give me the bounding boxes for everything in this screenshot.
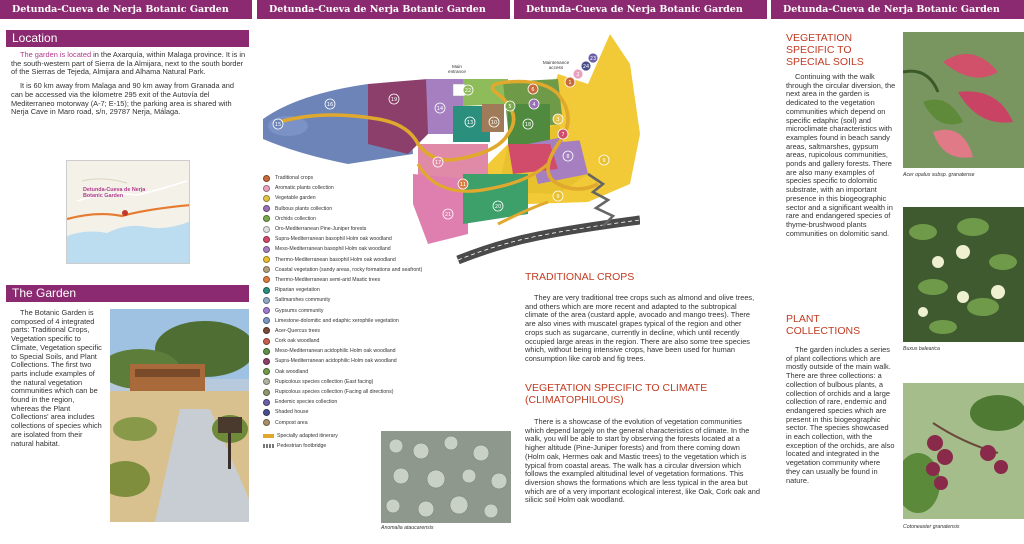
legend-swatch: [263, 317, 270, 324]
legend-item: [263, 336, 483, 346]
legend-label: Cork oak woodland: [275, 338, 320, 345]
panel-header-1: Detunda-Cueva de Nerja Botanic Garden: [0, 0, 252, 19]
legend-item: [263, 193, 483, 203]
legend-label: Meso-Mediterranean acidophilic Holm oak woodland: [275, 348, 396, 355]
svg-text:8: 8: [566, 154, 570, 160]
legend-item: [263, 224, 483, 234]
legend-label: Gypsums community: [275, 307, 324, 314]
legend-item: [263, 397, 483, 407]
location-map-label: Detunda-Cueva de Nerja Botanic Garden: [83, 187, 146, 199]
legend-item: [263, 326, 483, 336]
legend-label: Thermo-Mediterranean basophil Holm oak woodland: [275, 256, 396, 263]
svg-text:21: 21: [444, 212, 452, 218]
svg-text:14: 14: [436, 106, 444, 112]
legend-item: [263, 275, 483, 285]
collections-body: The garden includes a series of plant collections which are mostly outside of the main walk. There are three collections: a collection of bulbous plants, a collection of orchids and a large collection of rare, endemic and endangered species which are present in this biogeographic sector. The species showcased in each collection, with the exception of the orchids, are also located and integrated in the vegetation community where they can usually be found in nature.: [786, 345, 895, 485]
legend-label: Endemic species collection: [275, 399, 338, 406]
traditional-text: [525, 294, 760, 364]
svg-text:15: 15: [274, 122, 282, 128]
svg-text:1: 1: [568, 80, 572, 86]
svg-text:17: 17: [434, 160, 442, 166]
legend-swatch: [263, 226, 270, 233]
legend-label: Limestone-dolomitic and edaphic xerophile vegetation: [275, 317, 399, 324]
itinerary-label: Specially adapted itinerary: [277, 433, 338, 440]
garden-title: The Garden: [6, 285, 249, 302]
legend-label: Oro-Mediterranean Pine-Juniper forests: [275, 226, 367, 233]
legend-item: [263, 183, 483, 193]
location-map: [66, 160, 190, 264]
svg-text:20: 20: [494, 204, 502, 210]
climate-title: VEGETATION SPECIFIC TO CLIMATE (CLIMATOPHILOUS): [525, 382, 708, 406]
legend-label: Compost area: [275, 419, 308, 426]
location-lead: The garden is located: [20, 50, 92, 59]
legend-label: Oak woodland: [275, 368, 309, 375]
legend-swatch: [263, 378, 270, 385]
legend-label: Riparian vegetation: [275, 287, 320, 294]
legend-item: [263, 346, 483, 356]
garden-text: [11, 309, 103, 448]
legend-swatch: [263, 215, 270, 222]
buxus-caption: Buxus balearica: [903, 346, 940, 352]
legend-label: Aromatic plants collection: [275, 185, 334, 192]
acer-caption: Acer opalus subsp. granatense: [903, 172, 975, 178]
main-entrance-label: Main entrance: [448, 64, 466, 74]
legend-item: [263, 214, 483, 224]
traditional-title: TRADITIONAL CROPS: [525, 271, 635, 283]
legend-swatch: [263, 389, 270, 396]
svg-text:24: 24: [582, 64, 590, 70]
svg-text:16: 16: [326, 102, 334, 108]
climate-text: [525, 418, 760, 505]
legend-line-itinerary: [263, 431, 338, 441]
legend-swatch: [263, 256, 270, 263]
garden-photo: [110, 309, 249, 522]
svg-text:4: 4: [532, 102, 536, 108]
legend-item: [263, 387, 483, 397]
legend-item: [263, 316, 483, 326]
cotoneaster-photo-graphic: [903, 383, 1024, 519]
legend-item: [263, 244, 483, 254]
panel-header-2: Detunda-Cueva de Nerja Botanic Garden: [257, 0, 510, 19]
legend-line-footbridge: [263, 441, 326, 451]
legend-swatch: [263, 195, 270, 202]
legend-item: [263, 295, 483, 305]
soils-text: [786, 73, 896, 238]
svg-text:6: 6: [531, 87, 535, 93]
acer-photo: [903, 32, 1024, 168]
legend-item: [263, 265, 483, 275]
legend-swatch: [263, 338, 270, 345]
location-p1: in the Axarquía, within Malaga province. It is in the south-western part of Sierra de la Almijara, next to the south border of the Sierras de Tejeda, Almijara and Alhama Natural Park.: [11, 50, 246, 77]
legend-swatch: [263, 409, 270, 416]
svg-text:5: 5: [508, 104, 512, 110]
svg-text:22: 22: [464, 88, 472, 94]
legend-label: Orchids collection: [275, 215, 316, 222]
legend-item: [263, 285, 483, 295]
svg-text:11: 11: [459, 182, 467, 188]
legend-swatch: [263, 399, 270, 406]
legend-swatch: [263, 419, 270, 426]
legend-item: [263, 305, 483, 315]
footbridge-label: Pedestrian footbridge: [277, 443, 327, 450]
map-legend: [263, 173, 483, 428]
panel-header-4: Detunda-Cueva de Nerja Botanic Garden: [771, 0, 1024, 19]
legend-swatch: [263, 205, 270, 212]
legend-item: [263, 234, 483, 244]
legend-swatch: [263, 266, 270, 273]
footbridge-swatch: [263, 444, 274, 448]
anomalia-photo-graphic: [381, 431, 511, 523]
legend-swatch: [263, 348, 270, 355]
climate-body: There is a showcase of the evolution of vegetation communities which depend largely on the general characteristics of climate. In the walk, you will be able to start by observing the forests located at a higher altitude (Pine-Juniper forests) and from there coming down (Holm oak, Hermes oak and Mastic trees) to the vegetation which is typical from coastal areas. The walk has a circular diversion which follows the exampled altitudinal level of vegetation formations. This diversion shows the formations which are less typical in the area but which are of a very important ecological interest, like Oak, Cork oak and silicic soil Holm oak woodland.: [525, 417, 760, 505]
location-title: Location: [6, 30, 249, 47]
location-text: [11, 51, 247, 117]
legend-label: Thermo-Mediterranean semi-arid Mastic trees: [275, 276, 381, 283]
svg-text:9: 9: [602, 158, 606, 164]
svg-text:7: 7: [561, 132, 565, 138]
traditional-body: They are very traditional tree crops such as almond and olive trees, and others which are more recent and adapted to the subtropical climate of the area (custard apple, avocado and mango trees). There are also vines with muscatel grapes typical of the region and other crops such as sugarcane, currently in decline, which until recently occupied large areas in the region. There are also some tree species which, without being intensive crops, have been used for human consumption like carob and fig trees.: [525, 293, 755, 363]
legend-label: Rupicolous species collection (Facing all directions): [275, 389, 394, 396]
legend-label: Supra-Mediterranean basophil Holm oak woodland: [275, 236, 392, 243]
legend-item: [263, 377, 483, 387]
legend-swatch: [263, 297, 270, 304]
legend-swatch: [263, 175, 270, 182]
svg-text:13: 13: [466, 120, 474, 126]
anomalia-photo: [381, 431, 511, 523]
garden-body: The Botanic Garden is composed of 4 integrated parts: Traditional Crops, Vegetation specific to Climate, Vegetation specific to Special Soils, and Plant Collections. The first two parts include examples of the natural vegetation communities which can be found in the region, whereas the Plant Collections' area includes collections of species which are isolated from their natural habitat.: [11, 308, 102, 448]
svg-text:18: 18: [524, 122, 532, 128]
legend-label: Coastal vegetation (sandy areas, rocky formations and seafront): [275, 266, 423, 273]
legend-swatch: [263, 185, 270, 192]
svg-text:10: 10: [490, 120, 498, 126]
panel-header-3: Detunda-Cueva de Nerja Botanic Garden: [514, 0, 767, 19]
svg-text:19: 19: [390, 97, 398, 103]
svg-text:23: 23: [589, 56, 597, 62]
legend-item: [263, 407, 483, 417]
legend-label: Supra-Mediterranean acidophilic Holm oak woodland: [275, 358, 397, 365]
buxus-photo-graphic: [903, 207, 1024, 342]
legend-label: Saltmarshes community: [275, 297, 331, 304]
legend-swatch: [263, 276, 270, 283]
legend-item: [263, 418, 483, 428]
svg-text:9: 9: [556, 194, 560, 200]
collections-text: [786, 346, 896, 485]
legend-swatch: [263, 236, 270, 243]
legend-item: [263, 255, 483, 265]
legend-item: [263, 173, 483, 183]
legend-label: Vegetable garden: [275, 195, 316, 202]
legend-item: [263, 356, 483, 366]
legend-label: Bulbous plants collection: [275, 205, 333, 212]
location-map-graphic: [67, 161, 190, 264]
svg-text:2: 2: [576, 72, 580, 78]
location-p2: It is 60 km away from Malaga and 90 km away from Granada and can be accessed via the kilometre 295 exit of the Autovía del Mediterraneo motorway (A-7; E-15); the parking area is shared with Nerja Cave in Maro road, s/n, 29787 Nerja, Málaga.: [11, 81, 235, 117]
soils-body: Continuing with the walk through the circular diversion, the next area in the garden is dedicated to the vegetation communities which depend on specific edaphic (soil) and microclimate characteristics with examples found in beach sandy areas, saltmarshes, gypsum areas, rupicolous communities, ponds and gallery forests. There are also many examples of species specific to dolomitic substrate, with an important presence in this biogeographic sector and a significant wealth in rare and endangered species of thyme-brushwood plants communities on dolomitic sand.: [786, 72, 896, 238]
legend-label: Shaded house: [275, 409, 309, 416]
legend-item: [263, 367, 483, 377]
maintenance-access-label: Maintenance access: [542, 60, 570, 70]
soils-title: VEGETATION SPECIFIC TO SPECIAL SOILS: [786, 32, 864, 68]
cotoneaster-photo: [903, 383, 1024, 519]
legend-label: Meso-Mediterranean basophil Holm oak woodland: [275, 246, 391, 253]
collections-title: PLANT COLLECTIONS: [786, 313, 861, 337]
legend-swatch: [263, 307, 270, 314]
legend-swatch: [263, 368, 270, 375]
buxus-photo: [903, 207, 1024, 342]
legend-swatch: [263, 287, 270, 294]
svg-text:3: 3: [556, 117, 560, 123]
acer-photo-graphic: [903, 32, 1024, 168]
anomalia-caption: Anomalia ataucarensis: [381, 525, 434, 531]
legend-label: Rupicolous species collection (East facing): [275, 378, 374, 385]
cotoneaster-caption: Cotoneaster granatensis: [903, 524, 960, 530]
garden-photo-graphic: [110, 309, 249, 522]
itinerary-swatch: [263, 434, 274, 438]
legend-swatch: [263, 358, 270, 365]
legend-label: Traditional crops: [275, 175, 314, 182]
legend-swatch: [263, 246, 270, 253]
legend-label: Acer-Quercus trees: [275, 327, 320, 334]
legend-item: [263, 204, 483, 214]
legend-swatch: [263, 327, 270, 334]
